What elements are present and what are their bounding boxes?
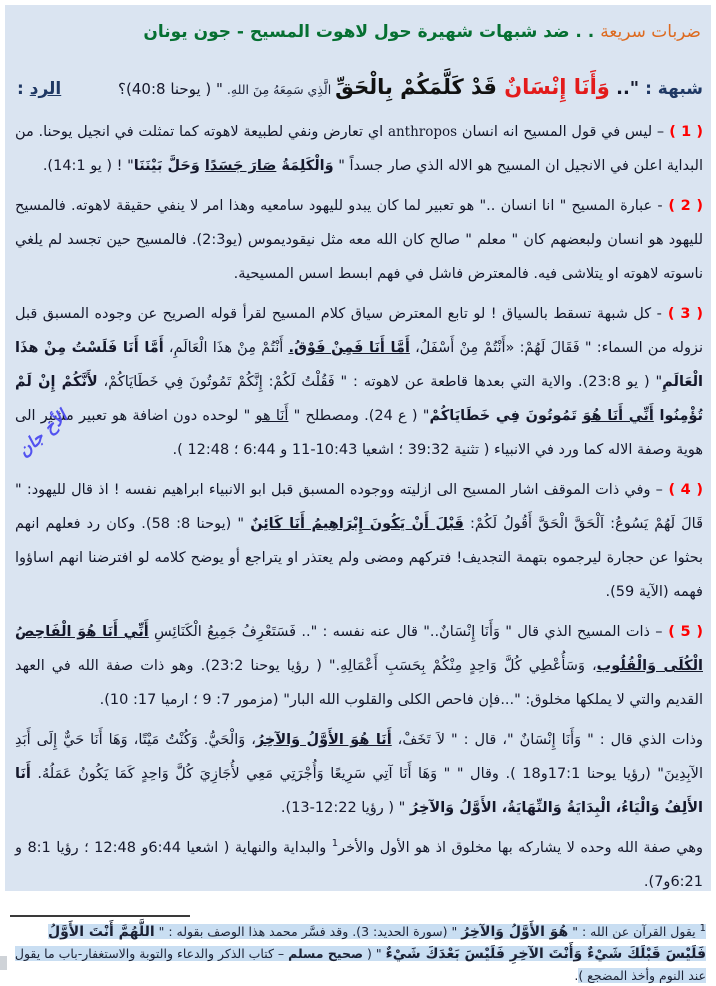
text-segment: وَأَنَا إِنْسَانٌ	[504, 75, 610, 99]
footnote-tail: .	[574, 968, 579, 983]
text-segment: :	[17, 79, 30, 99]
footnote-separator	[10, 915, 190, 917]
paragraph-1	[15, 115, 703, 183]
text-segment: اللَّهُمَّ أَنْتَ الأَوَّلُ فَلَيْسَ قَبْلَكَ شَيْءٌ وَأَنْتَ الآخِرِ فَلَيْسَ بَعْدَكَ شَيْءٌ	[47, 924, 706, 962]
paragraph-5	[15, 615, 703, 717]
text-segment: أَنَا هو	[255, 408, 289, 424]
text-segment: " لوحده دون اضافة هو تعبير مشير الى هوية وصفة الاله كما ورد في الانبياء ( تثنية 39:32 ؛ اشعيا 10:43-11 و 6:44 ؛ 12:48 ).	[15, 408, 703, 458]
text-segment: " ( رؤيا 12:22-13).	[280, 800, 410, 816]
text-segment: – وفي ذات الموقف اشار المسيح الى ازليته ووجوده المسبق قبل ابو الانبياء ابراهيم نفسه ! اذ قال لليهود: " قَالَ لَهُمْ يَسُوعُ: اَلْحَقَّ الْحَقَّ أَقُولُ لَكُمْ:	[15, 482, 704, 532]
text-segment: – كتاب الذكر والدعاء والتوبة والاستغفار-باب ما يقول عند النوم وأخذ المضجع )	[14, 946, 706, 983]
text-segment: " (	[363, 946, 386, 961]
text-segment: 1	[331, 838, 339, 850]
text-segment: صحيح مسلم	[288, 946, 364, 961]
text-segment: ضربات سريعة	[600, 22, 701, 42]
text-segment: " (سورة الحديد: 3). وقد فسَّر محمد هذا الوصف بقوله : "	[154, 924, 462, 939]
document-header-title	[13, 19, 701, 45]
text-segment: وذات الذي قال : " وَأَنَا إِنْسَانٌ "، قال : " لاَ تَخَفْ،	[391, 732, 703, 748]
text-segment: ، وَسَأُعْطِي كُلَّ وَاحِدٍ مِنْكُمْ بِحَسَبِ أَعْمَالِهِ." ( رؤيا يوحنا 23:2). وهو ذات صفة الله في العهد القديم والتي لا يملكها مخلوق: "...فإن فاحص الكلى والقلوب الله البار" (مزمور 7: 9 ؛ ارميا 17: 10).	[15, 658, 703, 708]
paragraph-4	[15, 473, 703, 609]
document-body	[5, 5, 711, 891]
paragraph-6	[15, 723, 703, 825]
text-segment: اي تعارض ونفي لطبيعة لاهوته كما تمثلت في انجيل يوحنا. من البداية اعلن في الانجيل ان المسيح هو الاله الذي صار جسداً "	[15, 124, 703, 174]
text-segment: ( 2 )	[662, 198, 704, 214]
text-segment: ضد شبهات شهيرة حول لاهوت المسيح - جون يونان	[143, 22, 570, 42]
text-segment: ( 5 )	[662, 624, 703, 640]
text-segment: anthropos	[387, 124, 458, 140]
text-segment: وَالْكَلِمَةُ	[276, 158, 334, 174]
text-segment: " (يوحنا 8: 58). وكان رد فعلهم انهم بحثوا عن حجارة ليرجموه بتهمة التجديف! فتركهم ومضى ولم يعتذر او يتراجع أو يوضح كلامه لو افترضنا انهم اساؤوا فهمه (الآية 59).	[15, 516, 703, 600]
text-segment: تَمُوتُونَ فِي خَطَايَاكُمْ	[429, 408, 583, 424]
objection-line	[17, 75, 703, 99]
text-segment: الَّذِي سَمِعَهُ مِنَ اللهِ.	[222, 82, 336, 97]
footnote-text	[8, 921, 708, 986]
text-segment: أَمَّا أَنَا فَلَسْتُ مِنْ هذَا الْعَالَمِ	[15, 340, 703, 390]
text-segment: أَنِّي أَنَا هُوَ الْفَاحِصُ الْكُلَى وَالْقُلُوب	[15, 624, 703, 674]
text-segment: 1	[699, 922, 706, 934]
objection-quote	[118, 75, 703, 99]
text-segment: أَمَّا أَنَا فَمِنْ فَوْقُ.	[288, 340, 410, 356]
text-segment: والبداية والنهاية ( اشعيا 6:44و 12:48 ؛ رؤيا 8:1 و 6:21و7).	[15, 840, 703, 890]
text-segment: ( 3 )	[661, 306, 703, 322]
text-segment: - عبارة المسيح " انا انسان .." هو تعبير لما كان يبدو لليهود سامعيه وهذا امر لا ينفي حقيقة لاهوته. فالمسيح لليهود هو انسان ولبعضهم كان " معلم " صالح كان الله معه مثل نيقوديموس (يو2:3). فالمسيح حين تجسد لم يلغي ناسوته لاهوته او يتلاشى فيه. فالمعترض فاشل في فهم ابسط اسس المسيحية.	[15, 198, 703, 282]
text-segment: لأَنَّكُمْ إِنْ لَمْ تُؤْمِنُوا	[15, 374, 703, 424]
paragraph-2	[15, 189, 703, 291]
text-segment: – ذات المسيح الذي قال " وَأَنَا إِنْسَانٌ.." قال عنه نفسه : ".. فَسَتَعْرِفُ جَمِيعُ الْكَنَائِسِ	[148, 624, 663, 640]
text-segment: هُوَ الأَوَّلُ وَالآخِرُ	[461, 924, 569, 940]
text-segment: - كل شبهة تسقط بالسياق ! لو تابع المعترض سياق كلام المسيح لقرأ قوله الصريح عن وجوده المسبق قبل نزوله من السماء: " فَقَالَ لَهُمْ: «أَنْتُمْ مِنْ أَسْفَلُ،	[15, 306, 704, 356]
paragraph-3	[15, 297, 703, 467]
text-segment: الرد	[29, 79, 62, 99]
page-edge-artifact	[0, 956, 7, 970]
text-segment: وَحَلَّ بَيْنَنَا	[133, 158, 205, 174]
text-segment: " ( ع 24). ومصطلح "	[288, 408, 430, 424]
text-segment: صَارَ جَسَدًا	[204, 158, 277, 174]
text-segment: أَنَا هُوَ الأَوَّلُ وَالآخِرُ	[255, 732, 392, 748]
text-segment: " ( يو 23:8). والاية التي بعدها قاطعة عن لاهوته : " فَقُلْتُ لَكُمْ: إِنَّكُمْ تَمُوتُونَ فِي خَطَايَاكُمْ،	[97, 374, 663, 390]
text-segment: قَبْلَ أَنْ يَكُونَ إِبْرَاهِيمُ أَنَا كَائِنٌ	[250, 516, 464, 532]
text-segment: أَنْتُمْ مِنْ هذَا الْعَالَمِ،	[163, 340, 289, 356]
text-segment: شبهة :	[639, 79, 703, 99]
text-segment: يقول القرآن عن الله : "	[568, 924, 700, 939]
text-segment: أَنَا الأَلِفُ وَالْيَاءُ، الْبِدَايَةُ وَالنِّهَايَةُ، الأَوَّلُ وَالآخِرُ	[15, 766, 703, 816]
text-segment: " ! ( يو 14:1).	[42, 158, 134, 174]
paragraph-7	[15, 831, 703, 891]
text-segment: . .	[569, 22, 601, 42]
text-segment: ( 1 )	[664, 124, 703, 140]
text-segment: ، وَالْحَيُّ. وَكُنْتُ مَيْتًا، وَهَا أَنَا حَيٌّ إِلَى أَبَدِ الآبِدِينَ" (رؤيا يوحنا 17:1و18 ). وقال " " وَهَا أَنَا آتِي سَرِيعًا وَأُجْرَتِي مَعِي لأُجَازِيَ كُلَّ وَاحِدٍ كَمَا يَكُونُ عَمَلُهُ.	[15, 732, 703, 782]
text-segment: أَنِّي أَنَا هُوَ	[582, 408, 654, 424]
text-segment: وهي صفة الله وحده لا يشاركه بها مخلوق اذ هو الأول والأخر	[338, 840, 703, 856]
footnote-highlight	[15, 924, 706, 983]
answer-label	[17, 79, 61, 99]
text-segment: " ( يوحنا 40:8)؟	[118, 80, 223, 98]
text-segment: قَدْ كَلَّمَكُمْ بِالْحَقِّ	[335, 75, 505, 99]
text-segment: "..	[609, 78, 640, 99]
text-segment: – ليس في قول المسيح انه انسان	[457, 124, 665, 140]
handwritten-annotation: الأخ جان	[14, 406, 72, 462]
text-segment: ( 4 )	[662, 482, 703, 498]
